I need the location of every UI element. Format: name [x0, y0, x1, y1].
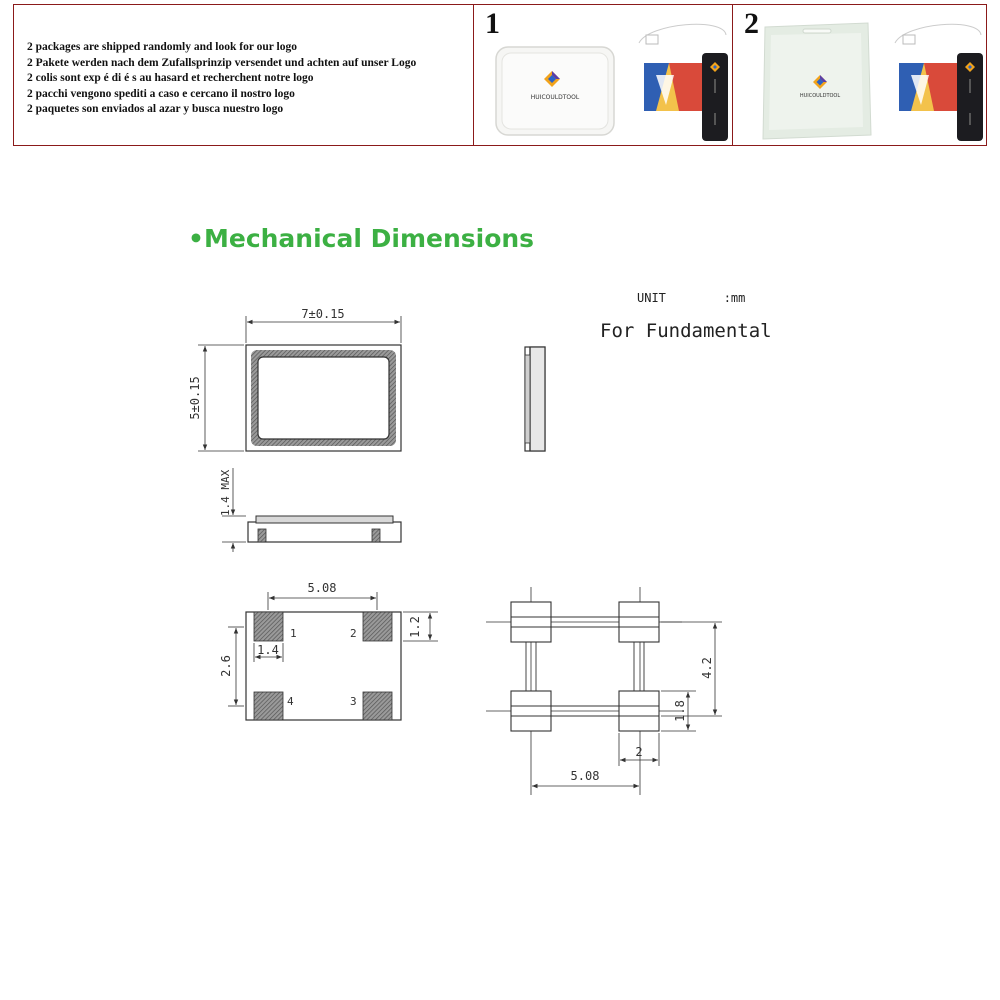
package-1-logo-text: HUICOULDTOOL [530, 94, 580, 101]
width-dimension-label: 7±0.15 [301, 307, 345, 321]
land-width-label: 2 [635, 745, 643, 759]
package-number-2: 2 [744, 7, 759, 40]
pin-2-label: 2 [350, 627, 357, 640]
pin-4-label: 4 [287, 695, 294, 708]
unit-label: UNIT :mm [637, 291, 746, 305]
package-2-logo-text: HUICOULDTOOL [799, 93, 841, 99]
pad-1 [254, 612, 283, 641]
land-pattern [486, 587, 722, 795]
drawing-title: •Mechanical Dimensions [188, 224, 535, 253]
land-pitch-x-label: 5.08 [570, 769, 600, 783]
notice-line-it: 2 pacchi vengono spediti a caso e cercano il nostro logo [27, 87, 295, 100]
pin-3-label: 3 [350, 695, 357, 708]
side-view-right [525, 347, 545, 451]
pad-width-label: 1.4 [257, 643, 279, 657]
land-span-y-label: 4.2 [700, 657, 714, 679]
pad-height-label: 1.2 [408, 616, 422, 638]
land-4 [619, 691, 659, 731]
drawing-subtitle: For Fundamental [600, 320, 772, 342]
pad-pitch-y-label: 2.6 [219, 655, 233, 677]
pad-3 [363, 692, 392, 720]
thickness-dimension-label: 1.4 MAX [219, 469, 232, 517]
land-height-label: 1.8 [673, 700, 687, 722]
pad-4 [254, 692, 283, 720]
pad-2 [363, 612, 392, 641]
notice-line-es: 2 paquetes son enviados al azar y busca nuestro logo [27, 103, 284, 115]
notice-line-en: 2 packages are shipped randomly and look for our logo [27, 41, 297, 53]
pad-pitch-x-label: 5.08 [307, 581, 337, 595]
package-number-1: 1 [485, 7, 500, 40]
front-view [222, 468, 401, 552]
notice-line-de: 2 Pakete werden nach dem Zufallsprinzip versendet und achten auf unser Logo [27, 56, 417, 69]
land-1 [511, 602, 551, 642]
notice-line-fr: 2 colis sont exp é di é s au hasard et recherchent notre logo [27, 72, 314, 84]
pin-1-label: 1 [290, 627, 297, 640]
land-3 [511, 691, 551, 731]
land-2 [619, 602, 659, 642]
height-dimension-label: 5±0.15 [188, 376, 202, 420]
top-view [198, 316, 401, 451]
